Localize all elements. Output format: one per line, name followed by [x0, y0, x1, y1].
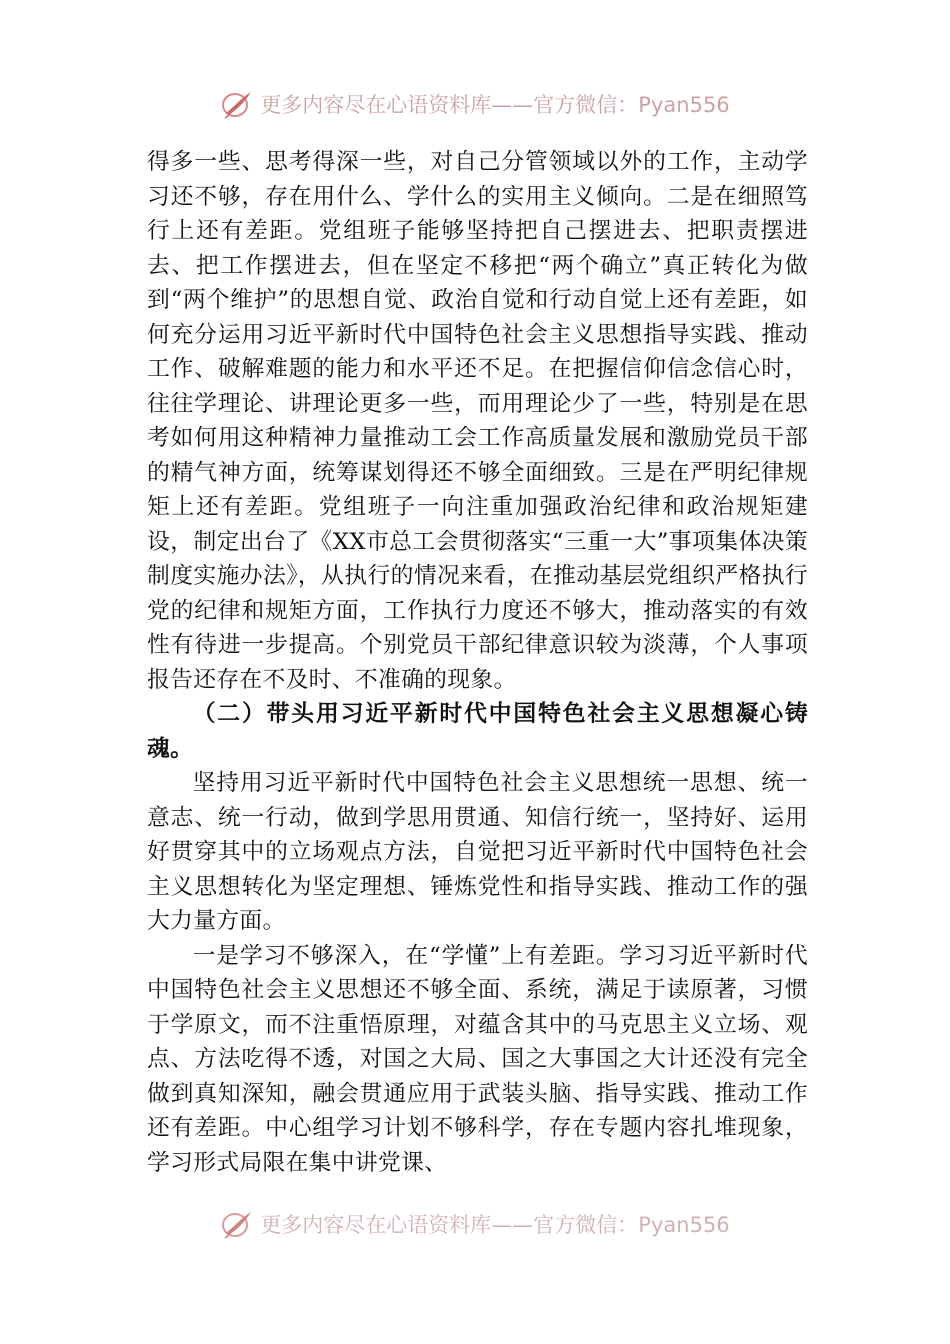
watermark-footer: [0, 1206, 950, 1242]
section-heading: （二）带头用习近平新时代中国特色社会主义思想凝心铸魂。: [147, 701, 808, 762]
quill-logo-icon: [220, 89, 254, 119]
document-body: [147, 145, 808, 1180]
paragraph: 一是学习不够深入，在“学懂”上有差距。学习习近平新时代中国特色社会主义思想还不够全面、系统，满足于读原著，习惯于学原文，而不注重悟原理，对蕴含其中的马克思主义立场、观点、方法吃得不透，对国之大局、国之大事国之大计还没有完全做到真知深知，融会贯通应用于武装头脑、指导实践、推动工作还有差距。中心组学习计划不够科学，存在专题内容扎堆现象，学习形式局限在集中讲党课、: [147, 942, 808, 1176]
watermark-header: [0, 86, 950, 122]
paragraph-continued: 得多一些、思考得深一些，对自己分管领域以外的工作，主动学习还不够，存在用什么、学什么的实用主义倾向。二是在细照笃行上还有差距。党组班子能够坚持把自己摆进去、把职责摆进去、把工作摆进去，但在坚定不移把“两个确立”真正转化为做到“两个维护”的思想自觉、政治自觉和行动自觉上还有差距，如何充分运用习近平新时代中国特色社会主义思想指导实践、推动工作、破解难题的能力和水平还不足。在把握信仰信念信心时，往往学理论、讲理论更多一些，而用理论少了一些，特别是在思考如何用这种精神力量推动工会工作高质量发展和激励党员干部的精气神方面，统筹谋划得还不够全面细致。三是在严明纪律规矩上还有差距。党组班子一向注重加强政治纪律和政治规矩建设，制定出台了《XX市总工会贯彻落实“三重一大”事项集体决策制度实施办法》，从执行的情况来看，在推动基层党组织严格执行党的纪律和规矩方面，工作执行力度还不够大，推动落实的有效性有待进一步提高。个别党员干部纪律意识较为淡薄，个人事项报告还存在不及时、不准确的现象。: [147, 149, 808, 693]
watermark-text: 更多内容尽在心语资料库——官方微信：Pyan556: [260, 93, 730, 117]
watermark-text: 更多内容尽在心语资料库——官方微信：Pyan556: [260, 1213, 730, 1237]
paragraph: 坚持用习近平新时代中国特色社会主义思想统一思想、统一意志、统一行动，做到学思用贯通、知信行统一，坚持好、运用好贯穿其中的立场观点方法，自觉把习近平新时代中国特色社会主义思想转化为坚定理想、锤炼党性和指导实践、推动工作的强大力量方面。: [147, 770, 808, 934]
quill-logo-icon: [220, 1209, 254, 1239]
